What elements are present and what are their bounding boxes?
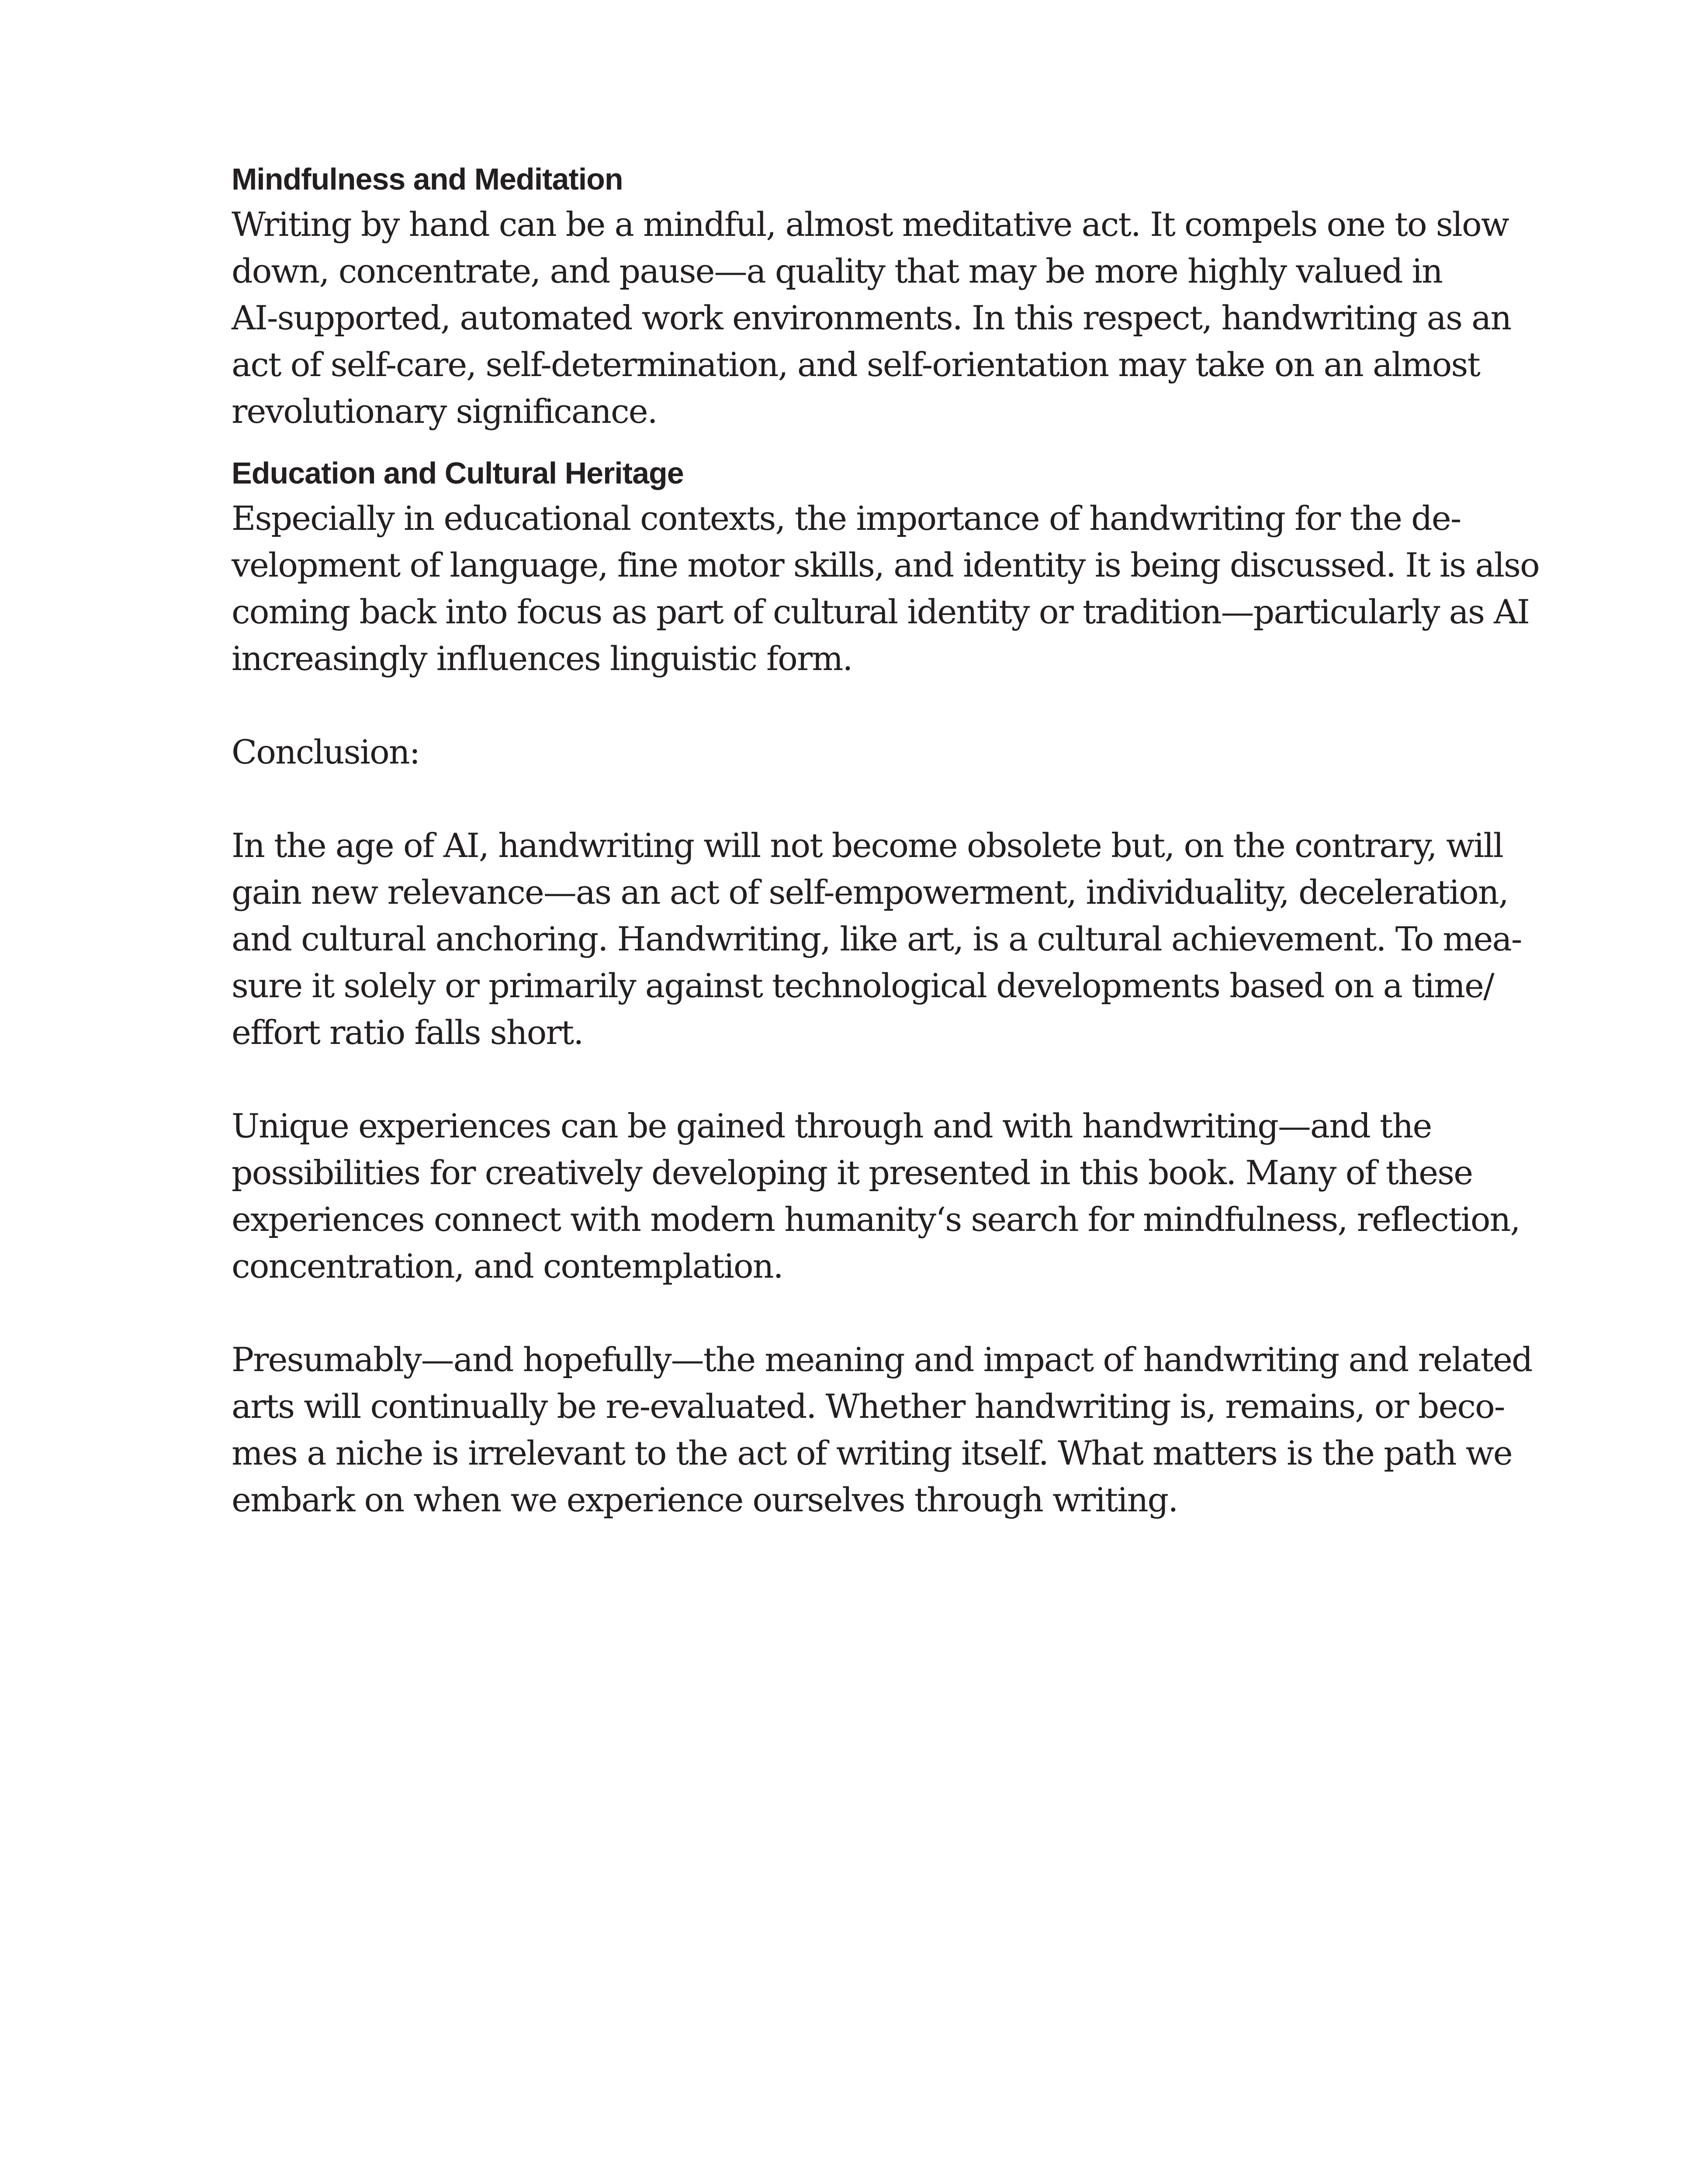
text-line: velopment of language, fine motor skills, and identity is being discussed. It is also xyxy=(232,546,1539,584)
text-line: effort ratio falls short. xyxy=(232,1013,583,1052)
text-line: Presumably—and hopefully—the meaning and impact of handwriting and related xyxy=(232,1340,1532,1379)
conclusion-paragraph-3 xyxy=(232,1336,1532,1523)
text-line: act of self-care, self-determination, and self-orientation may take on an almost xyxy=(232,345,1480,384)
section-education xyxy=(232,451,1539,682)
text-line: Unique experiences can be gained through and with handwriting—and the xyxy=(232,1106,1432,1145)
text-line: arts will continually be re-evaluated. Whether handwriting is, remains, or beco- xyxy=(232,1387,1505,1426)
text-line: revolutionary significance. xyxy=(232,392,657,431)
page-content xyxy=(232,157,1539,1523)
conclusion-paragraph-2 xyxy=(232,1102,1520,1289)
text-line: Especially in educational contexts, the importance of handwriting for the de- xyxy=(232,499,1461,538)
section-heading: Education and Cultural Heritage xyxy=(232,456,684,490)
text-line: mes a niche is irrelevant to the act of writing itself. What matters is the path we xyxy=(232,1434,1512,1472)
text-line: increasingly influences linguistic form. xyxy=(232,639,852,678)
text-line: embark on when we experience ourselves through writing. xyxy=(232,1480,1178,1519)
text-line: down, concentrate, and pause—a quality that may be more highly valued in xyxy=(232,252,1442,290)
section-heading: Mindfulness and Meditation xyxy=(232,162,623,196)
conclusion-paragraph-1 xyxy=(232,822,1520,1056)
text-line: In the age of AI, handwriting will not become obsolete but, on the contrary, will xyxy=(232,826,1503,865)
text-line: AI-supported, automated work environments. In this respect, handwriting as an xyxy=(232,298,1511,337)
text-line: experiences connect with modern humanity‘s search for mindfulness, reflection, xyxy=(232,1200,1520,1239)
conclusion-label-block xyxy=(232,729,1520,775)
text-line: coming back into focus as part of cultural identity or tradition—particularly as AI xyxy=(232,592,1530,631)
text-line: concentration, and contemplation. xyxy=(232,1247,783,1286)
text-line: Writing by hand can be a mindful, almost meditative act. It compels one to slow xyxy=(232,205,1509,244)
text-line: gain new relevance—as an act of self-empowerment, individuality, deceleration, xyxy=(232,873,1508,912)
text-line: possibilities for creatively developing it presented in this book. Many of these xyxy=(232,1153,1473,1192)
conclusion-label: Conclusion: xyxy=(232,733,420,771)
text-line: and cultural anchoring. Handwriting, like art, is a cultural achievement. To mea- xyxy=(232,919,1522,958)
section-mindfulness xyxy=(232,157,1520,435)
text-line: sure it solely or primarily against technological developments based on a time/ xyxy=(232,966,1494,1005)
